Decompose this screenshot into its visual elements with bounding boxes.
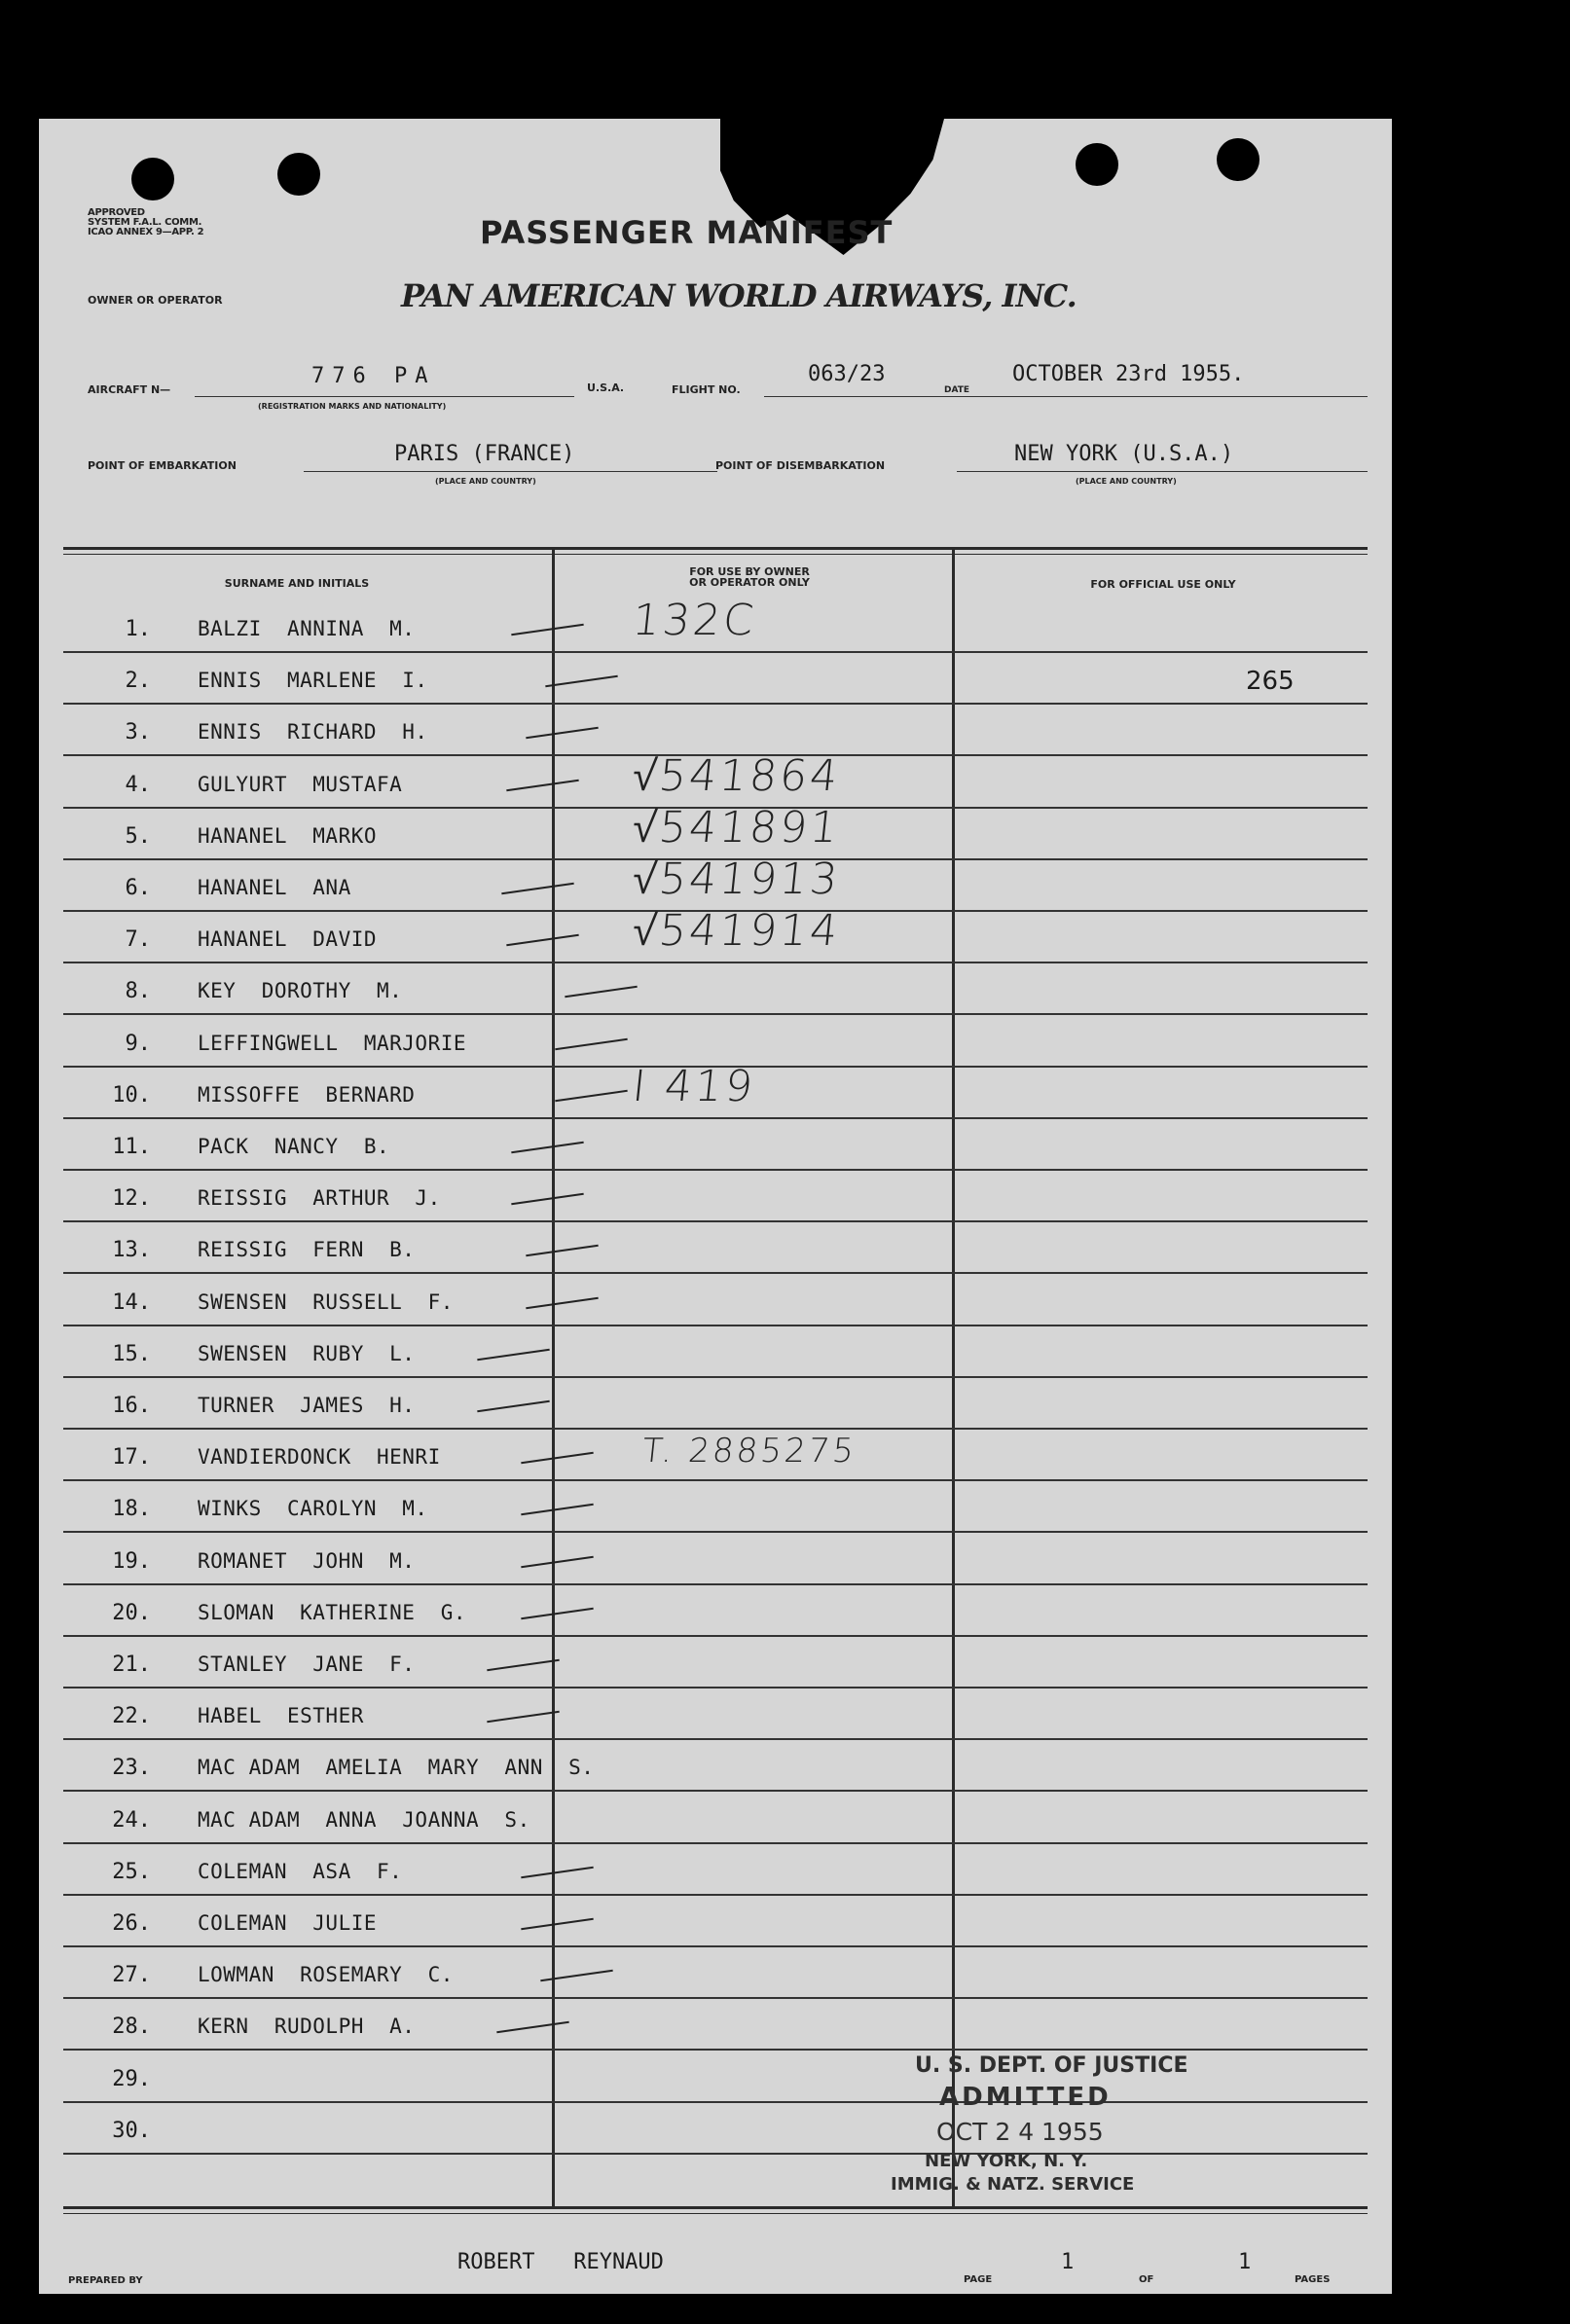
pages-label: PAGES: [1295, 2274, 1331, 2285]
aircraft-label: AIRCRAFT N—: [88, 383, 171, 396]
approval-note: [88, 208, 203, 237]
owner-note: T. 2885275: [639, 1432, 858, 1471]
passenger-name: KEY DOROTHY M.: [198, 979, 403, 1003]
passenger-name: BALZI ANNINA M.: [198, 617, 416, 640]
pen-stroke: [511, 624, 584, 635]
surname-column-header: SURNAME AND INITIALS: [224, 577, 370, 590]
row-rule: [63, 1169, 1368, 1171]
registration-caption: (REGISTRATION MARKS AND NATIONALITY): [258, 402, 447, 411]
row-number: 11.: [112, 1135, 151, 1159]
passenger-name: COLEMAN ASA F.: [198, 1859, 403, 1883]
row-rule: [63, 1997, 1368, 1999]
owner-use-header-line: FOR USE BY OWNER: [689, 565, 810, 578]
row-number: 7.: [125, 927, 151, 953]
row-number: 3.: [125, 720, 151, 745]
date-label: DATE: [944, 385, 970, 395]
row-rule: [63, 1635, 1368, 1637]
punch-hole: [1076, 143, 1118, 186]
row-rule: [63, 1220, 1368, 1222]
row-number: 20.: [112, 1600, 151, 1625]
row-rule: [63, 962, 1368, 963]
row-rule: [63, 1013, 1368, 1015]
pen-stroke: [526, 727, 599, 739]
date-underline: [978, 396, 1368, 397]
passenger-name: SLOMAN KATHERINE G.: [198, 1600, 467, 1624]
passenger-name: HANANEL MARKO: [198, 823, 378, 848]
row-rule: [63, 2153, 1368, 2155]
operator-name: PAN AMERICAN WORLD AIRWAYS, INC.: [401, 277, 1077, 314]
row-rule: [63, 1687, 1368, 1689]
owner-note: √541913: [630, 854, 843, 904]
flight-no-label: FLIGHT NO.: [672, 383, 741, 396]
row-number: 23.: [112, 1756, 151, 1781]
punch-hole: [131, 158, 174, 200]
row-rule: [63, 1531, 1368, 1533]
pen-stroke: [521, 1608, 594, 1619]
row-number: 4.: [125, 772, 151, 797]
pen-stroke: [555, 1037, 628, 1049]
passenger-name: ROMANET JOHN M.: [198, 1548, 416, 1573]
official-use-column-header: FOR OFFICIAL USE ONLY: [1090, 578, 1236, 591]
passenger-name: LEFFINGWELL MARJORIE: [198, 1031, 467, 1055]
embark-label: POINT OF EMBARKATION: [88, 459, 237, 472]
page-total: 1: [1238, 2250, 1252, 2274]
embark-caption: (PLACE AND COUNTRY): [435, 477, 536, 486]
passenger-name: HANANEL DAVID: [198, 927, 378, 952]
row-rule: [63, 1945, 1368, 1947]
passenger-name: COLEMAN JULIE: [198, 1911, 378, 1935]
passenger-name: HABEL ESTHER: [198, 1704, 364, 1728]
pen-stroke: [555, 1090, 628, 1102]
prepared-by-value: ROBERT REYNAUD: [457, 2250, 664, 2274]
pen-stroke: [521, 1918, 594, 1930]
row-number: 17.: [112, 1445, 151, 1471]
owner-note: √541891: [630, 802, 843, 853]
row-number: 25.: [112, 1859, 151, 1884]
pen-stroke: [501, 883, 574, 894]
pen-stroke: [521, 1504, 594, 1515]
pen-stroke: [506, 934, 579, 946]
pen-stroke: [521, 1867, 594, 1878]
row-number: 28.: [112, 2015, 151, 2040]
pen-stroke: [565, 986, 638, 998]
pen-stroke: [496, 2021, 569, 2033]
pen-stroke: [521, 1452, 594, 1464]
pen-stroke: [545, 675, 618, 687]
owner-note: √541914: [630, 906, 843, 957]
aircraft-underline: [195, 396, 574, 397]
stamp-dept: U. S. DEPT. OF JUSTICE: [915, 2053, 1188, 2078]
stamp-admitted: ADMITTED: [939, 2083, 1112, 2112]
row-rule: [63, 1894, 1368, 1896]
pen-stroke: [526, 1245, 599, 1256]
row-number: 15.: [112, 1341, 151, 1366]
passenger-name: MAC ADAM AMELIA MARY ANN S.: [198, 1756, 595, 1780]
stamp-service: IMMIG. & NATZ. SERVICE: [891, 2174, 1135, 2195]
owner-note: √541864: [630, 750, 843, 801]
pen-stroke: [477, 1349, 550, 1361]
row-number: 16.: [112, 1394, 151, 1418]
pen-stroke: [521, 1555, 594, 1567]
passenger-name: HANANEL ANA: [198, 876, 351, 899]
row-rule: [63, 1479, 1368, 1481]
row-rule: [63, 1272, 1368, 1274]
date-value: OCTOBER 23rd 1955.: [1012, 362, 1245, 386]
passenger-name: KERN RUDOLPH A.: [198, 2015, 416, 2039]
row-number: 18.: [112, 1497, 151, 1522]
table-bottom-rule-2: [63, 2213, 1368, 2214]
row-number: 1.: [125, 617, 151, 641]
row-number: 10.: [112, 1082, 151, 1108]
row-number: 8.: [125, 979, 151, 1004]
row-number: 9.: [125, 1031, 151, 1056]
of-label: OF: [1139, 2274, 1154, 2285]
column-divider-2: [952, 549, 955, 2208]
row-rule: [63, 1738, 1368, 1740]
pen-stroke: [511, 1142, 584, 1153]
row-number: 5.: [125, 823, 151, 849]
official-entry: 265: [1246, 667, 1295, 697]
row-rule: [63, 2049, 1368, 2051]
form-title: PASSENGER MANIFEST: [480, 214, 894, 251]
passenger-name: ENNIS RICHARD H.: [198, 720, 428, 744]
row-number: 30.: [112, 2118, 151, 2143]
owner-label: OWNER OR OPERATOR: [88, 294, 223, 307]
usa-label: U.S.A.: [587, 381, 625, 394]
passenger-name: STANLEY JANE F.: [198, 1652, 416, 1676]
disembark-value: NEW YORK (U.S.A.): [1014, 442, 1234, 466]
passenger-name: REISSIG FERN B.: [198, 1238, 416, 1262]
table-top-rule-2: [63, 554, 1368, 555]
row-number: 13.: [112, 1238, 151, 1263]
embark-value: PARIS (FRANCE): [394, 442, 575, 466]
pen-stroke: [487, 1711, 560, 1723]
passenger-name: TURNER JAMES H.: [198, 1394, 416, 1417]
manifest-sheet: [39, 119, 1392, 2294]
passenger-name: LOWMAN ROSEMARY C.: [198, 1963, 454, 1987]
page-label: PAGE: [964, 2274, 993, 2285]
passenger-name: MAC ADAM ANNA JOANNA S.: [198, 1807, 530, 1832]
row-number: 24.: [112, 1807, 151, 1833]
row-number: 26.: [112, 1911, 151, 1936]
embark-underline: [304, 471, 717, 472]
approval-line: ICAO ANNEX 9—APP. 2: [88, 227, 204, 237]
owner-note: I 419: [630, 1061, 758, 1111]
passenger-name: WINKS CAROLYN M.: [198, 1497, 428, 1521]
owner-use-header-line: OR OPERATOR ONLY: [689, 576, 810, 589]
owner-note: 132C: [630, 596, 759, 645]
row-number: 22.: [112, 1704, 151, 1729]
aircraft-value: 776 PA: [311, 364, 436, 388]
row-number: 19.: [112, 1548, 151, 1574]
passenger-name: GULYURT MUSTAFA: [198, 772, 403, 796]
row-number: 27.: [112, 1963, 151, 1988]
row-number: 12.: [112, 1186, 151, 1212]
flight-no-underline: [764, 396, 983, 397]
approval-line: APPROVED: [88, 207, 145, 218]
passenger-name: SWENSEN RUSSELL F.: [198, 1289, 454, 1314]
prepared-by-label: PREPARED BY: [68, 2275, 143, 2286]
pen-stroke: [487, 1659, 560, 1671]
pen-stroke: [511, 1193, 584, 1205]
page-number: 1: [1061, 2250, 1075, 2274]
passenger-name: MISSOFFE BERNARD: [198, 1082, 416, 1107]
row-rule: [63, 1790, 1368, 1792]
disembark-caption: (PLACE AND COUNTRY): [1076, 477, 1177, 486]
table-bottom-rule: [63, 2206, 1368, 2209]
column-divider-1: [552, 549, 555, 2208]
row-rule: [63, 703, 1368, 705]
row-rule: [63, 1117, 1368, 1119]
row-number: 6.: [125, 876, 151, 900]
passenger-name: ENNIS MARLENE I.: [198, 669, 428, 693]
stamp-date: OCT 2 4 1955: [936, 2118, 1104, 2146]
punch-hole: [277, 153, 320, 196]
row-rule: [63, 1842, 1368, 1844]
row-rule: [63, 1583, 1368, 1585]
table-top-rule: [63, 547, 1368, 550]
passenger-name: PACK NANCY B.: [198, 1135, 390, 1158]
row-rule: [63, 2101, 1368, 2103]
row-number: 29.: [112, 2066, 151, 2091]
passenger-name: SWENSEN RUBY L.: [198, 1341, 416, 1365]
pen-stroke: [526, 1296, 599, 1308]
stamp-city: NEW YORK, N. Y.: [925, 2151, 1088, 2171]
punch-hole: [1217, 138, 1260, 181]
pen-stroke: [477, 1400, 550, 1412]
flight-no-value: 063/23: [808, 362, 886, 386]
passenger-name: VANDIERDONCK HENRI: [198, 1445, 441, 1470]
row-rule: [63, 1376, 1368, 1378]
disembark-underline: [957, 471, 1368, 472]
owner-use-column-header: [584, 566, 915, 588]
row-number: 14.: [112, 1289, 151, 1315]
pen-stroke: [506, 779, 579, 790]
row-number: 2.: [125, 669, 151, 694]
disembark-label: POINT OF DISEMBARKATION: [715, 459, 886, 472]
row-rule: [63, 1325, 1368, 1326]
row-rule: [63, 1428, 1368, 1430]
approval-line: SYSTEM F.A.L. COMM.: [88, 217, 202, 228]
passenger-name: REISSIG ARTHUR J.: [198, 1186, 441, 1211]
row-number: 21.: [112, 1652, 151, 1677]
row-rule: [63, 651, 1368, 653]
